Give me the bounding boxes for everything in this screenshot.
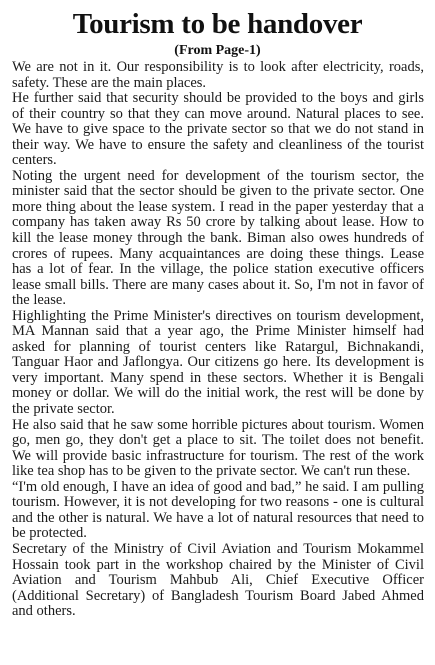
article-paragraph: “I'm old enough, I have an idea of good and bad,” he said. I am pulling tourism. However, it is not developing for two reasons - one is cultural and the other is natural. We have a lot of natural resources that need to be protected. <box>12 478 424 542</box>
continued-from-label: (From Page-1) <box>174 43 261 58</box>
article-paragraph: He further said that security should be provided to the boys and girls of their country so that they can move around. Natural places to see. We have to give space to the private sector so that we do not stand in their way. We have to ensure the safety and cleanliness of the tourist centers. <box>12 90 424 169</box>
article-headline: Tourism to be handover <box>72 8 363 40</box>
article-paragraph: Secretary of the Ministry of Civil Aviation and Tourism Mokammel Hossain took part in the workshop chaired by the Minister of Civil Aviation and Tourism Mahbub Ali, Chief Executive Officer (Additional Secretary) of Bangladesh Tourism Board Jabed Ahmed and others. <box>12 540 424 620</box>
article-paragraph: Noting the urgent need for development of the tourism sector, the minister said that the sector should be given to the private sector. One more thing about the lease system. I read in the paper yesterday that a company has taken away Rs 50 crore by talking about lease. How to kill the lease money through the bank. Biman also owes hundreds of crores of rupees. Many acquaintances are doing these things. Lease has a lot of fear. In the village, the police station executive officers lease small bills. There are many cases about it. So, I'm not in favor of the lease. <box>12 167 424 309</box>
article-paragraph: He also said that he saw some horrible pictures about tourism. Women go, men go, they don't get a place to sit. The toilet does not benefit. We will provide basic infrastructure for tourism. The rest of the work like tea shop has to be given to the private sector. We can't run these. <box>12 416 424 480</box>
article-paragraph: We are not in it. Our responsibility is to look after electricity, roads, safety. These are the main places. <box>12 59 424 91</box>
article-body <box>12 60 424 620</box>
article-paragraph: Highlighting the Prime Minister's directives on tourism development, MA Mannan said that a year ago, the Prime Minister himself had asked for planning of tourist centers like Ratargul, Bichnakandi, Tanguar Haor and Jaflongya. Our citizens go here. Its development is very important. Many spend in these sectors. Whether it is Bengali money or dollar. We will do the initial work, the rest will be done by the private sector. <box>12 307 424 418</box>
